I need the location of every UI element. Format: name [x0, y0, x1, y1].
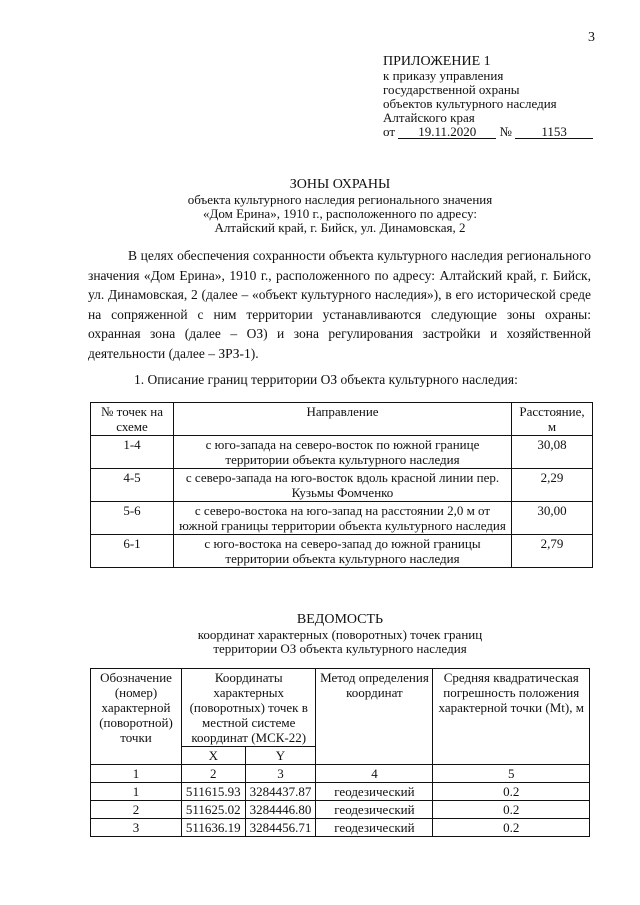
header-points: № точек на схеме — [91, 403, 174, 436]
boundary-table — [90, 402, 593, 568]
cell-method: геодезический — [316, 819, 433, 837]
section1-title: 1. Описание границ территории ОЗ объекта культурного наследия: — [134, 372, 518, 387]
cell-points: 1-4 — [91, 436, 174, 469]
table-row — [91, 535, 593, 568]
vedomost-title: ВЕДОМОСТЬ — [296, 612, 384, 627]
header-distance: Расстояние, м — [512, 403, 593, 436]
header-direction: Направление — [174, 403, 512, 436]
header-coords: Координаты характерных (поворотных) точек в местной системе координат (МСК-22) — [182, 669, 316, 747]
cell-direction: с северо-востока на юго-запад на расстоянии 2,0 м от южной границы территории объекта культурного наследия — [174, 502, 512, 535]
order-number: 1153 — [515, 125, 593, 139]
cell-distance: 30,08 — [512, 436, 593, 469]
table-row — [91, 801, 590, 819]
cell-distance: 2,79 — [512, 535, 593, 568]
subtitle-line: Алтайский край, г. Бийск, ул. Динамовская, 2 — [214, 220, 466, 235]
subtitle-line: «Дом Ерина», 1910 г., расположенного по адресу: — [202, 206, 478, 221]
col-number: 2 — [182, 765, 246, 783]
appendix-date-line — [383, 125, 633, 139]
vedomost-line: территории ОЗ объекта культурного наследия — [213, 641, 467, 656]
cell-points: 6-1 — [91, 535, 174, 568]
column-number-row — [91, 765, 590, 783]
appendix-line: объектов культурного наследия — [383, 96, 557, 111]
cell-error: 0.2 — [433, 819, 590, 837]
col-number: 4 — [316, 765, 433, 783]
cell-y: 3284446.80 — [245, 801, 316, 819]
cell-distance: 2,29 — [512, 469, 593, 502]
number-label: № — [499, 124, 512, 139]
table-header-row — [91, 669, 590, 747]
cell-error: 0.2 — [433, 783, 590, 801]
table-header-row — [91, 403, 593, 436]
cell-direction: с северо-запада на юго-восток вдоль красной линии пер. Кузьмы Фомченко — [174, 469, 512, 502]
cell-id: 1 — [91, 783, 182, 801]
header-x: X — [182, 747, 246, 765]
cell-y: 3284456.71 — [245, 819, 316, 837]
cell-points: 5-6 — [91, 502, 174, 535]
vedomost-line: координат характерных (поворотных) точек границ — [197, 627, 483, 642]
appendix-line: Алтайского края — [383, 110, 475, 125]
cell-x: 511615.93 — [182, 783, 246, 801]
cell-direction: с юго-востока на северо-запад до южной границы территории объекта культурного наследия — [174, 535, 512, 568]
header-method: Метод определения координат — [316, 669, 433, 765]
coordinates-table — [90, 668, 590, 837]
table-row — [91, 819, 590, 837]
table-row — [91, 502, 593, 535]
order-date: 19.11.2020 — [398, 125, 496, 139]
doc-subtitle — [0, 193, 640, 235]
table-row — [91, 469, 593, 502]
table-row — [91, 436, 593, 469]
appendix-line: государственной охраны — [383, 82, 520, 97]
subtitle-line: объекта культурного наследия регионального значения — [187, 192, 493, 207]
cell-method: геодезический — [316, 801, 433, 819]
header-error: Средняя квадратическая погрешность положения характерной точки (Mt), м — [433, 669, 590, 765]
appendix-heading: ПРИЛОЖЕНИЕ 1 — [383, 54, 491, 69]
col-number: 1 — [91, 765, 182, 783]
cell-id: 3 — [91, 819, 182, 837]
intro-paragraph — [88, 246, 591, 364]
doc-title: ЗОНЫ ОХРАНЫ — [289, 177, 391, 192]
intro-text: В целях обеспечения сохранности объекта культурного наследия регионального значения «Дом Ерина», 1910 г., расположенного по адресу: Алтайский край, г. Бийск, ул. Динамовская, 2 (далее – «объект культурного наследия»), в его исторической среде на сопряженной с ним территории устанавливаются следующие зоны охраны: охранная зона (далее – ОЗ) и зона регулирования застройки и хозяйственной деятельности (далее – ЗРЗ-1). — [88, 248, 591, 361]
cell-error: 0.2 — [433, 801, 590, 819]
cell-points: 4-5 — [91, 469, 174, 502]
appendix-block — [383, 55, 633, 139]
header-y: Y — [245, 747, 316, 765]
page-number: 3 — [588, 30, 595, 45]
appendix-line: к приказу управления — [383, 68, 504, 83]
from-label: от — [383, 124, 396, 139]
cell-x: 511625.02 — [182, 801, 246, 819]
cell-method: геодезический — [316, 783, 433, 801]
col-number: 3 — [245, 765, 316, 783]
cell-direction: с юго-запада на северо-восток по южной границе территории объекта культурного наследия — [174, 436, 512, 469]
cell-id: 2 — [91, 801, 182, 819]
cell-y: 3284437.87 — [245, 783, 316, 801]
table-row — [91, 783, 590, 801]
col-number: 5 — [433, 765, 590, 783]
vedomost-subtitle — [0, 628, 640, 656]
cell-x: 511636.19 — [182, 819, 246, 837]
header-designation: Обозначение (номер) характерной (поворотной) точки — [91, 669, 182, 765]
cell-distance: 30,00 — [512, 502, 593, 535]
